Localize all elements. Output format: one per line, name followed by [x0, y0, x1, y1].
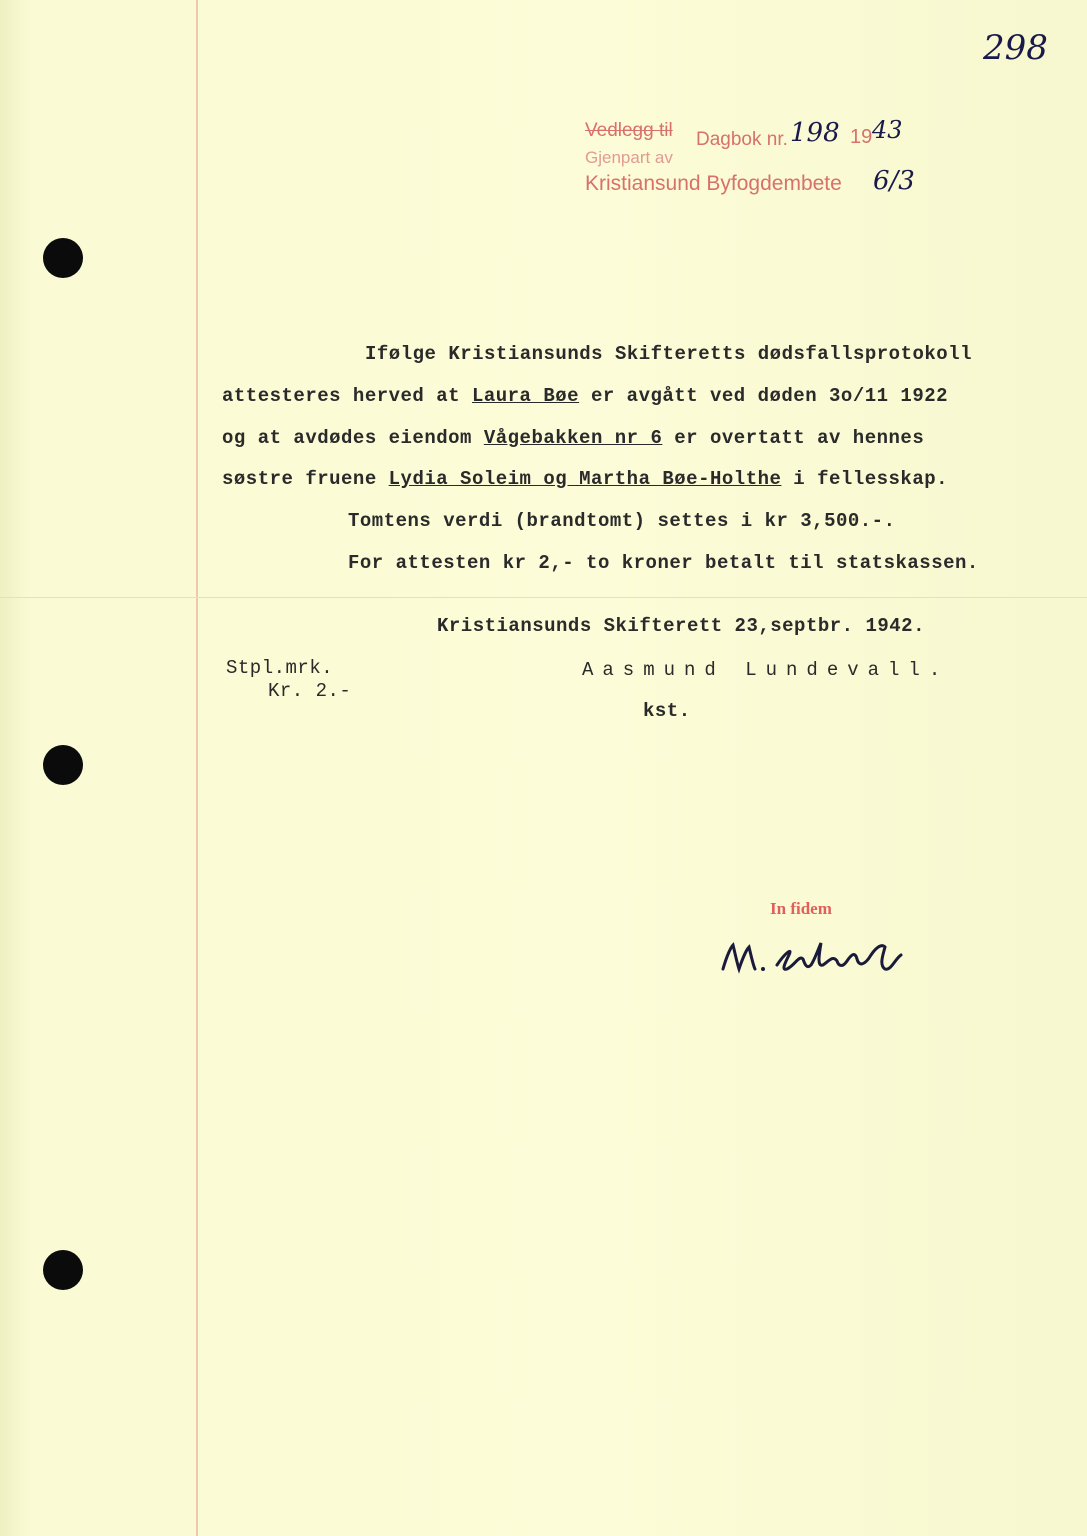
body-line-2: attesteres herved at Laura Bøe er avgått ved døden 3o/11 1922 — [222, 385, 949, 407]
heirs-names: Lydia Soleim og Martha Bøe-Holthe — [388, 468, 782, 490]
body-line-1: Ifølge Kristiansunds Skifteretts dødsfallsprotokoll — [365, 343, 972, 365]
page-fold-line — [0, 597, 1087, 598]
body-line-3: og at avdødes eiendom Vågebakken nr 6 er overtatt av hennes — [222, 427, 925, 449]
stamp-office: Kristiansund Byfogdembete — [585, 172, 842, 195]
body-line-4: søstre fruene Lydia Soleim og Martha Bøe-Holthe i fellesskap. — [222, 468, 949, 490]
stamp-gjenpart-av: Gjenpart av — [585, 148, 673, 167]
stamp-date: 6/3 — [873, 166, 915, 196]
punch-hole — [43, 1250, 83, 1290]
handwritten-signature — [715, 925, 915, 985]
stamp-dagbok-number: 198 — [790, 118, 840, 148]
stamp-fee-line-1: Stpl.mrk. — [226, 657, 334, 679]
stamp-year-printed: 19 — [850, 126, 873, 148]
signatory-name: Aasmund Lundevall. — [582, 659, 950, 681]
stamp-year-handwritten: 43 — [872, 116, 903, 144]
punch-hole — [43, 238, 83, 278]
property-name: Vågebakken nr 6 — [483, 427, 663, 449]
stamp-vedlegg-til: Vedlegg til — [585, 120, 673, 141]
stamp-fee-line-2: Kr. 2.- — [268, 680, 352, 702]
body-line-5: Tomtens verdi (brandtomt) settes i kr 3,500.-. — [348, 510, 896, 532]
place-date: Kristiansunds Skifterett 23,septbr. 1942. — [437, 615, 925, 637]
body-line-6: For attesten kr 2,- to kroner betalt til statskassen. — [348, 552, 979, 574]
margin-rule — [196, 0, 198, 1536]
deceased-name: Laura Bøe — [471, 385, 580, 407]
page-number: 298 — [983, 28, 1048, 68]
stamp-dagbok-label: Dagbok nr. — [696, 129, 788, 150]
signatory-title: kst. — [643, 700, 691, 722]
in-fidem-stamp: In fidem — [770, 899, 832, 918]
punch-hole — [43, 745, 83, 785]
